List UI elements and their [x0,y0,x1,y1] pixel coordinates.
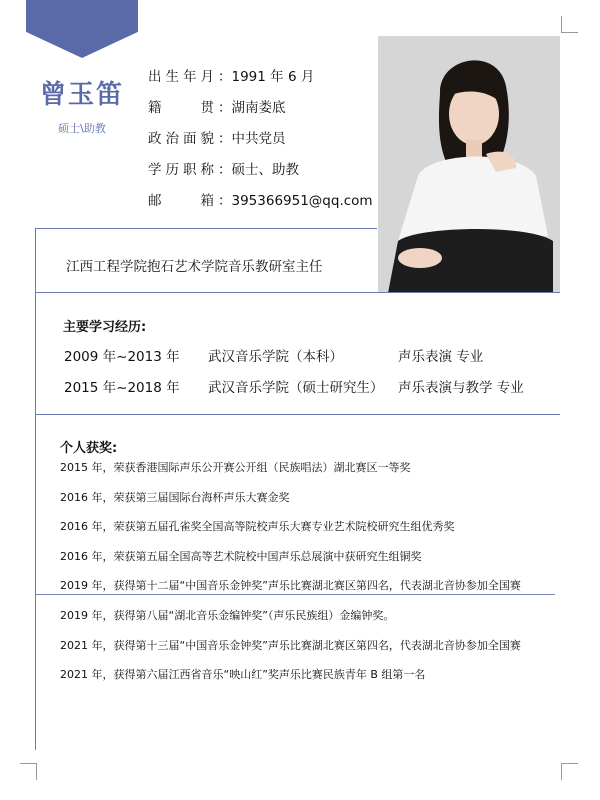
education-major: 声乐表演 专业 [398,349,484,365]
personal-info [148,66,378,221]
education-period: 2015 年~2018 年 [64,380,180,396]
education-row [64,346,554,377]
info-value: 1991 年 6 月 [231,69,315,85]
education-period: 2009 年~2013 年 [64,349,180,365]
info-label: 政治面貌 [148,131,214,147]
award-item: 2016 年，荣获第五届全国高等艺术院校中国声乐总展演中获研究生组铜奖 [60,549,422,563]
education-major: 声乐表演与教学 专业 [398,380,524,396]
person-name: 曾玉笛 [39,80,124,110]
vertical-divider [35,228,36,750]
award-item: 2015 年，荣获香港国际声乐公开赛公开组（民族唱法）湖北赛区一等奖 [60,461,411,474]
profile-photo [378,36,560,293]
education-school: 武汉音乐学院（硕士研究生） [208,380,384,396]
corner-mark-bottom-left [20,763,37,780]
info-value: 395366951@qq.com [231,193,373,209]
info-row-email: 邮箱 ：395366951@qq.com [148,190,378,221]
award-item: 2019 年，获得第十二届“中国音乐金钟奖”声乐比赛湖北赛区第四名，代表湖北音协参加全国赛 [60,579,521,593]
info-row-hometown: 籍贯 ：湖南娄底 [148,97,378,128]
award-item: 2016 年，荣获第三届国际台海杯声乐大赛金奖 [60,490,290,504]
education-school: 武汉音乐学院（本科） [208,349,343,365]
info-value: 硕士、助教 [231,162,299,178]
current-position: 江西工程学院抱石艺术学院音乐教研室主任 [66,259,323,275]
info-label: 籍贯 [148,100,214,116]
horizontal-divider [35,292,560,293]
header-badge [26,0,138,58]
horizontal-divider [35,414,560,415]
info-label: 邮箱 [148,193,214,209]
education-heading: 主要学习经历: [63,320,147,335]
education-list [64,346,554,408]
award-item: 2016 年，荣获第五届孔雀奖全国高等院校声乐大赛专业艺术院校研究生组优秀奖 [60,520,455,534]
info-row-political: 政治面貌 ：中共党员 [148,128,378,159]
awards-list [60,459,585,696]
info-row-degree: 学历职称 ：硕士、助教 [148,159,378,190]
portrait-illustration [378,36,560,293]
awards-heading: 个人获奖: [60,441,118,456]
info-value: 湖南娄底 [231,100,286,116]
person-title: 硕士\助教 [58,122,106,135]
award-item: 2021 年，获得第十三届“中国音乐金钟奖”声乐比赛湖北赛区第四名，代表湖北音协参加全国赛 [60,638,521,652]
award-item: 2019 年，获得第八届“湖北音乐金编钟奖”（声乐民族组）金编钟奖。 [60,608,395,622]
info-row-birth: 出生年月 ：1991 年 6 月 [148,66,378,97]
education-row [64,377,554,408]
info-label: 出生年月 [148,69,214,85]
corner-mark-bottom-right [561,763,578,780]
award-item: 2021 年，获得第六届江西省音乐“映山红”奖声乐比赛民族青年 B 组第一名 [60,668,426,682]
corner-mark-top-right [561,16,578,33]
info-value: 中共党员 [231,131,286,147]
info-label: 学历职称 [148,162,214,178]
horizontal-divider [35,228,377,229]
